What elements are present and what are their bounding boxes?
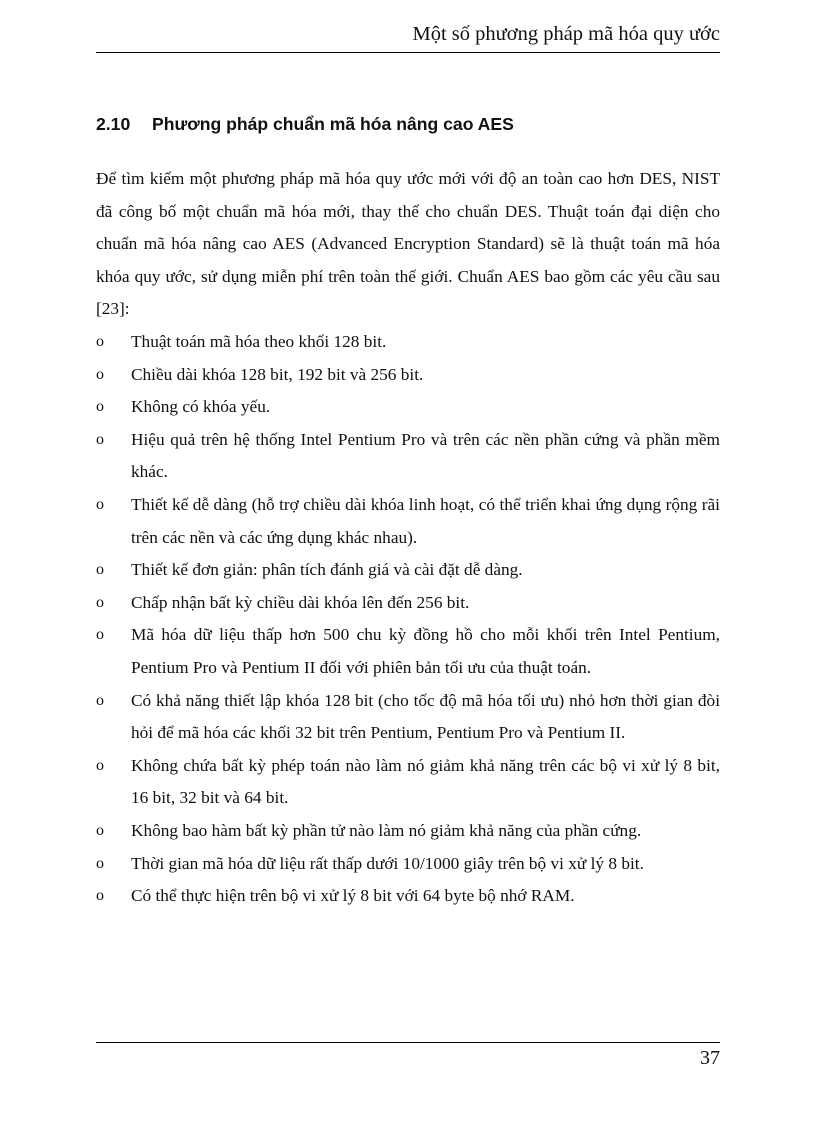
list-item — [96, 489, 720, 554]
bullet-marker: o — [96, 887, 104, 905]
bullet-marker: o — [96, 398, 104, 416]
list-item — [96, 685, 720, 750]
list-item — [96, 880, 720, 913]
bullet-marker: o — [96, 854, 104, 872]
bullet-marker: o — [96, 365, 104, 383]
bullet-marker: o — [96, 756, 104, 774]
list-item-text: Không bao hàm bất kỳ phần tử nào làm nó giảm khả năng của phần cứng. — [131, 820, 642, 840]
list-item-text: Có thể thực hiện trên bộ vi xử lý 8 bit với 64 byte bộ nhớ RAM. — [131, 886, 575, 906]
list-item-text: Thiết kế đơn giản: phân tích đánh giá và cài đặt dễ dàng. — [131, 560, 523, 580]
list-item — [96, 391, 720, 424]
list-item — [96, 359, 720, 392]
list-item-text: Không chứa bất kỳ phép toán nào làm nó giảm khả năng trên các bộ vi xử lý 8 bit, 16 bit, 32 bit và 64 bit. — [131, 755, 720, 808]
list-item — [96, 848, 720, 881]
bullet-marker: o — [96, 821, 104, 839]
list-item-text: Thời gian mã hóa dữ liệu rất thấp dưới 10/1000 giây trên bộ vi xử lý 8 bit. — [131, 853, 644, 873]
bullet-marker: o — [96, 495, 104, 513]
list-item — [96, 424, 720, 489]
section-title: Phương pháp chuẩn mã hóa nâng cao AES — [152, 114, 514, 134]
list-item — [96, 587, 720, 620]
list-item-text: Có khả năng thiết lập khóa 128 bit (cho tốc độ mã hóa tối ưu) nhỏ hơn thời gian đòi hỏi để mã hóa các khối 32 bit trên Pentium, Pentium Pro và Pentium II. — [131, 690, 720, 743]
section-number: 2.10 — [96, 114, 131, 134]
section-heading — [96, 112, 514, 136]
running-header-title: Một số phương pháp mã hóa quy ước — [412, 23, 720, 45]
list-item — [96, 619, 720, 684]
list-item-text: Hiệu quả trên hệ thống Intel Pentium Pro và trên các nền phần cứng và phần mềm khác. — [131, 429, 720, 482]
requirements-list — [96, 326, 720, 913]
bullet-marker: o — [96, 626, 104, 644]
page-number: 37 — [700, 1047, 720, 1069]
bullet-marker: o — [96, 333, 104, 350]
list-item-text: Không có khóa yếu. — [131, 397, 271, 417]
bullet-marker: o — [96, 593, 104, 611]
footer-divider — [96, 1042, 720, 1043]
list-item — [96, 815, 720, 848]
list-item-text: Thuật toán mã hóa theo khối 128 bit. — [131, 332, 387, 351]
list-item-text: Chấp nhận bất kỳ chiều dài khóa lên đến 256 bit. — [131, 592, 470, 612]
list-item-text: Mã hóa dữ liệu thấp hơn 500 chu kỳ đồng hồ cho mỗi khối trên Intel Pentium, Pentium Pro và Pentium II đối với phiên bản tối ưu của thuật toán. — [131, 625, 720, 677]
list-item-text: Chiều dài khóa 128 bit, 192 bit và 256 bit. — [131, 364, 424, 384]
list-item — [96, 750, 720, 815]
list-item-text: Thiết kế dễ dàng (hỗ trợ chiều dài khóa linh hoạt, có thể triển khai ứng dụng rộng rãi trên các nền và các ứng dụng khác nhau). — [131, 494, 720, 547]
bullet-marker: o — [96, 561, 104, 579]
bullet-marker: o — [96, 691, 104, 709]
list-item — [96, 326, 720, 359]
intro-paragraph: Để tìm kiếm một phương pháp mã hóa quy ước mới với độ an toàn cao hơn DES, NIST đã công bố một chuẩn mã hóa mới, thay thế cho chuẩn DES. Thuật toán đại diện cho chuẩn mã hóa nâng cao AES (Advanced Encryption Standard) sẽ là thuật toán mã hóa khóa quy ước, sử dụng miễn phí trên toàn thế giới. Chuẩn AES bao gồm các yêu cầu sau [23]: — [96, 169, 720, 319]
bullet-marker: o — [96, 430, 104, 448]
list-item — [96, 554, 720, 587]
header-divider — [96, 52, 720, 53]
